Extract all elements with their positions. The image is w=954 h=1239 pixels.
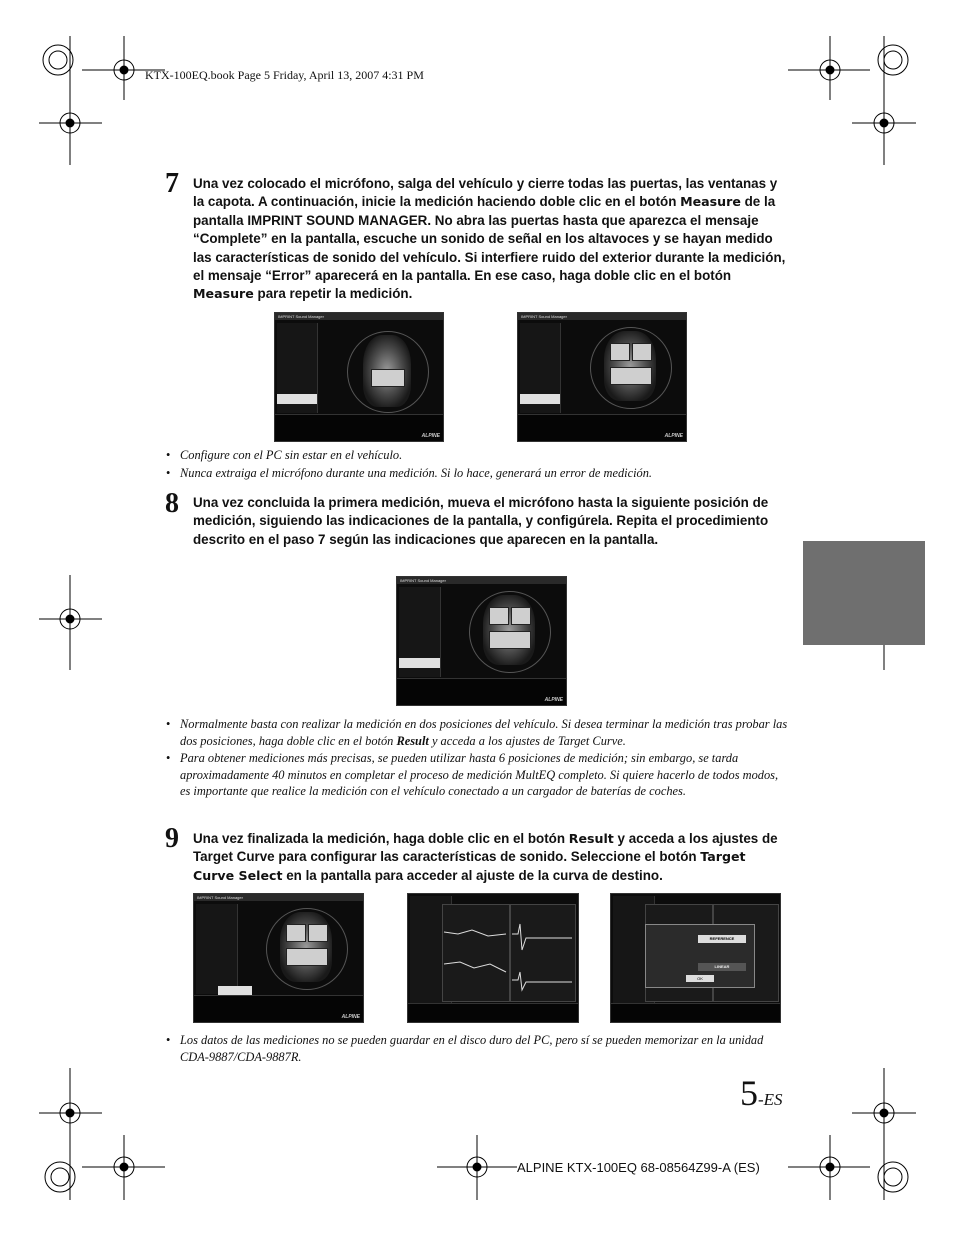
- measure-button-image: [399, 658, 440, 668]
- measure-keyword: Measure: [193, 286, 254, 302]
- option-linear: LINEAR: [698, 963, 746, 971]
- side-thumb-tab: [803, 541, 925, 645]
- alpine-logo: ALPINE: [341, 1014, 360, 1020]
- ok-button-image: OK: [686, 975, 714, 982]
- seat: [610, 343, 630, 361]
- step-9-text: Una vez finalizada la medición, haga doble clic en el botón Result y acceda a los ajustes de Target Curve para configurar las características de sonido. Seleccione el botón Target Curve Select en la pantalla para acceder al ajuste de la curva de destino.: [193, 831, 778, 883]
- target-curve-select-dialog: [645, 924, 755, 988]
- screenshot-measure-3: [396, 576, 567, 706]
- app-title-bar: IMPRINT Sound Manager: [275, 313, 443, 320]
- seat: [489, 631, 531, 649]
- target-curve-select-keyword: Target Curve Select: [193, 849, 746, 883]
- seat: [632, 343, 652, 361]
- footer-bar: [194, 995, 363, 1022]
- seat: [610, 367, 652, 385]
- footer-bar: [408, 1003, 578, 1022]
- app-title-bar: IMPRINT Sound Manager: [194, 894, 363, 901]
- seat: [489, 607, 509, 625]
- step-8-text: Una vez concluida la primera medición, mueva el micrófono hasta la siguiente posición de medición, siguiendo las indicaciones de la pantalla, y configúrela. Repita el procedimiento descrito en el paso 7 según las indicaciones que aparecen en la pantalla.: [193, 495, 769, 547]
- alpine-logo: ALPINE: [421, 433, 440, 439]
- note-item: • Configure con el PC sin estar en el vehículo.: [166, 447, 788, 464]
- footer-bar: [397, 678, 566, 705]
- screenshot-target-curve: [407, 893, 579, 1023]
- result-keyword: Result: [396, 733, 429, 748]
- screenshot-result: [193, 893, 364, 1023]
- car-image: [604, 331, 656, 401]
- page-number: 5-ES: [740, 1073, 783, 1113]
- alpine-logo: ALPINE: [544, 697, 563, 703]
- footer-bar: [275, 414, 443, 441]
- note-item: • Normalmente basta con realizar la medición en dos posiciones del vehículo. Si desea terminar la medición tras probar las dos posiciones, haga doble clic en el botón Result y acceda a los ajustes de Target Curve.: [166, 716, 788, 749]
- left-panel: [196, 904, 238, 994]
- seat: [511, 607, 531, 625]
- footer-bar: [611, 1003, 780, 1022]
- step-9-number: 9: [165, 823, 179, 854]
- app-title-bar: IMPRINT Sound Manager: [397, 577, 566, 584]
- note-item: • Los datos de las mediciones no se pueden guardar en el disco duro del PC, pero sí se pueden memorizar en la unidad CDA-9887/CDA-9887R.: [166, 1032, 788, 1065]
- step-8-number: 8: [165, 488, 179, 519]
- alpine-logo: ALPINE: [664, 433, 683, 439]
- footer-code: ALPINE KTX-100EQ 68-08564Z99-A (ES): [517, 1160, 760, 1175]
- measure-keyword: Measure: [680, 194, 741, 210]
- note-item: • Nunca extraiga el micrófono durante una medición. Si lo hace, generará un error de medición.: [166, 465, 788, 482]
- seat: [286, 948, 328, 966]
- step-7-text: Una vez colocado el micrófono, salga del vehículo y cierre todas las puertas, las ventanas y la capota. A continuación, inicie la medición haciendo doble clic en el botón Measure de la pantalla IMPRINT SOUND MANAGER. No abra las puertas hasta que aparezca el mensaje “Complete” en la pantalla, escuche un sonido de señal en los altavoces y se hayan medido las características de sonido del vehículo. Si interfiere ruido del exterior durante la medición, el mensaje “Error” aparecerá en la pantalla. En ese caso, haga doble clic en el botón Measure para repetir la medición.: [193, 176, 786, 302]
- result-keyword: Result: [568, 831, 614, 846]
- car-image: [483, 595, 535, 665]
- measure-button-image: [277, 394, 317, 404]
- note-item: • Para obtener mediciones más precisas, se pueden utilizar hasta 6 posiciones de medición; sin embargo, se tarda aproximadamente 40 minutos en completar el proceso de medición MultEQ completo. Si quiere hacerlo de todos modos, es importante que realice la medición con el vehículo conectado a un cargador de baterías de coches.: [166, 750, 788, 800]
- screenshot-target-curve-select: [610, 893, 781, 1023]
- notes-step-9: [166, 1032, 788, 1066]
- step-7-number: 7: [165, 168, 179, 199]
- seat: [308, 924, 328, 942]
- measure-button-image: [520, 394, 560, 404]
- notes-step-8: [166, 716, 788, 801]
- screenshot-measure-1: [274, 312, 444, 442]
- notes-step-7: [166, 447, 788, 482]
- app-title-bar: IMPRINT Sound Manager: [518, 313, 686, 320]
- option-reference: REFERENCE: [698, 935, 746, 943]
- seat: [371, 369, 405, 387]
- screenshot-measure-2: [517, 312, 687, 442]
- car-image: [280, 912, 332, 982]
- book-header: KTX-100EQ.book Page 5 Friday, April 13, 2007 4:31 PM: [145, 68, 424, 82]
- footer-bar: [518, 414, 686, 441]
- seat: [286, 924, 306, 942]
